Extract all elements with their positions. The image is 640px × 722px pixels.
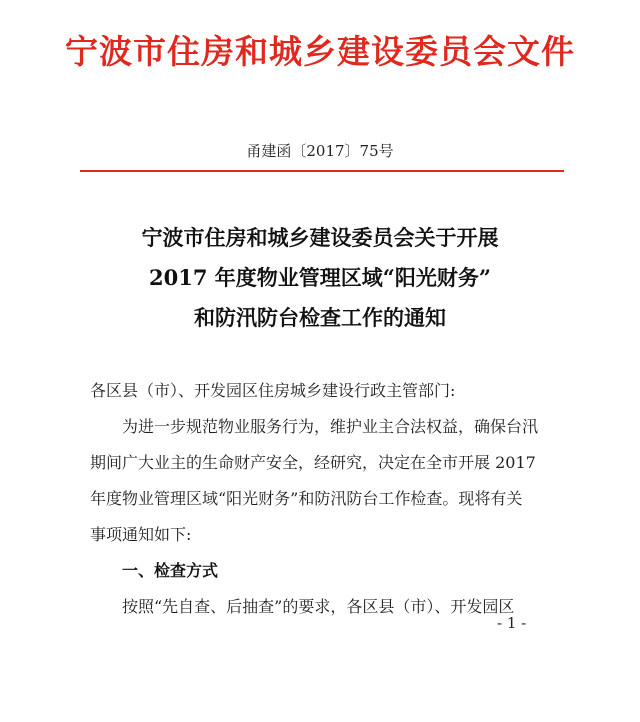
paragraph-line: 期间广大业主的生命财产安全，经研究，决定在全市开展 2017 bbox=[90, 453, 536, 472]
paragraph-line: 为进一步规范物业服务行为，维护业主合法权益，确保台汛 bbox=[122, 417, 539, 436]
red-separator-line bbox=[80, 170, 564, 172]
paragraph-line: 按照“先自查、后抽查”的要求，各区县（市）、开发园区 bbox=[122, 597, 515, 616]
document-number: 甬建函〔2017〕75号 bbox=[246, 142, 394, 160]
title-line-1: 宁波市住房和城乡建设委员会关于开展 bbox=[141, 225, 499, 250]
paragraph-line: 事项通知如下: bbox=[90, 525, 192, 544]
paragraph-line: 年度物业管理区域“阳光财务”和防汛防台工作检查。现将有关 bbox=[90, 489, 523, 508]
title-line-2: 2017 年度物业管理区域“阳光财务” bbox=[149, 265, 491, 290]
title-line-3: 和防汛防台检查工作的通知 bbox=[194, 305, 446, 330]
issuer-header: 宁波市住房和城乡建设委员会文件 bbox=[65, 32, 575, 71]
salutation: 各区县（市）、开发园区住房城乡建设行政主管部门: bbox=[90, 381, 456, 400]
page-number: - 1 - bbox=[497, 614, 527, 632]
section-heading: 一、检查方式 bbox=[122, 561, 219, 580]
